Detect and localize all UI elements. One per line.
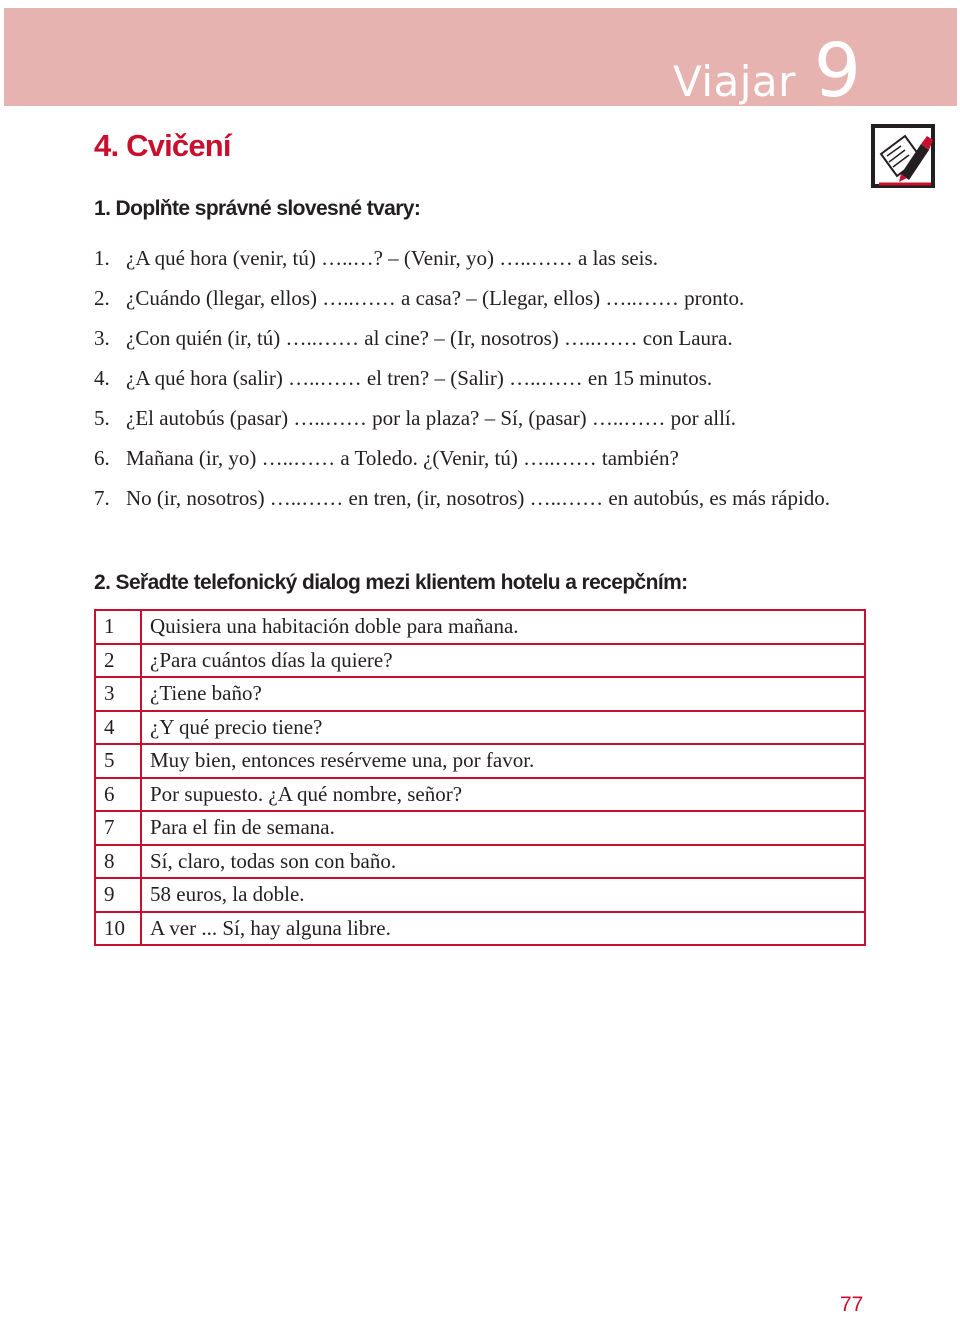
item-number: 5. — [94, 406, 110, 430]
row-number: 9 — [95, 878, 141, 912]
row-number: 4 — [95, 711, 141, 745]
chapter-header-band — [4, 8, 957, 114]
exercise-1-item — [94, 244, 854, 272]
exercise-1-item — [94, 444, 854, 472]
pen-writing-icon — [871, 124, 935, 188]
row-text: ¿Para cuántos días la quiere? — [141, 644, 865, 678]
table-row — [95, 744, 865, 778]
chapter-number: 9 — [813, 28, 861, 114]
table-row — [95, 778, 865, 812]
exercise-1-heading: 1. Doplňte správné slovesné tvary: — [94, 197, 421, 220]
item-text: Mañana (ir, yo) …..…… a Toledo. ¿(Venir, tú) …..…… también? — [126, 446, 679, 470]
table-row — [95, 677, 865, 711]
table-row — [95, 811, 865, 845]
item-text: ¿A qué hora (venir, tú) …..…? – (Venir, yo) …..…… a las seis. — [126, 246, 658, 270]
row-text: ¿Tiene baño? — [141, 677, 865, 711]
row-number: 1 — [95, 610, 141, 644]
table-row — [95, 912, 865, 946]
row-text: 58 euros, la doble. — [141, 878, 865, 912]
row-text: ¿Y qué precio tiene? — [141, 711, 865, 745]
item-number: 3. — [94, 326, 110, 350]
row-number: 6 — [95, 778, 141, 812]
item-text: ¿Cuándo (llegar, ellos) …..…… a casa? – (Llegar, ellos) …..…… pronto. — [126, 286, 745, 310]
item-number: 1. — [94, 246, 110, 270]
row-number: 2 — [95, 644, 141, 678]
exercise-2-heading: 2. Seřadte telefonický dialog mezi klientem hotelu a recepčním: — [94, 571, 688, 594]
exercise-1-item — [94, 324, 854, 352]
section-title: 4. Cvičení — [94, 128, 231, 163]
exercise-1-item — [94, 284, 854, 312]
row-text: A ver ... Sí, hay alguna libre. — [141, 912, 865, 946]
item-number: 2. — [94, 286, 110, 310]
table-row — [95, 878, 865, 912]
item-text: No (ir, nosotros) …..…… en tren, (ir, nosotros) …..…… en autobús, es más rápido. — [126, 486, 831, 510]
row-text: Sí, claro, todas son con baño. — [141, 845, 865, 879]
exercise-1-list — [94, 244, 854, 524]
table-row — [95, 644, 865, 678]
exercise-1-item — [94, 364, 854, 392]
row-number: 8 — [95, 845, 141, 879]
table-row — [95, 845, 865, 879]
row-text: Por supuesto. ¿A qué nombre, señor? — [141, 778, 865, 812]
chapter-heading — [673, 28, 861, 114]
item-number: 4. — [94, 366, 110, 390]
item-text: ¿A qué hora (salir) …..…… el tren? – (Salir) …..…… en 15 minutos. — [126, 366, 713, 390]
page-number: 77 — [840, 1293, 864, 1316]
row-number: 7 — [95, 811, 141, 845]
row-number: 10 — [95, 912, 141, 946]
row-number: 3 — [95, 677, 141, 711]
row-number: 5 — [95, 744, 141, 778]
item-number: 6. — [94, 446, 110, 470]
exercise-1-item — [94, 484, 854, 512]
dialog-table — [94, 609, 866, 946]
row-text: Para el fin de semana. — [141, 811, 865, 845]
table-row — [95, 610, 865, 644]
exercise-1-item — [94, 404, 854, 432]
row-text: Muy bien, entonces resérveme una, por favor. — [141, 744, 865, 778]
table-row — [95, 711, 865, 745]
chapter-title: Viajar — [673, 57, 796, 106]
item-text: ¿Con quién (ir, tú) …..…… al cine? – (Ir, nosotros) …..…… con Laura. — [126, 326, 733, 350]
item-text: ¿El autobús (pasar) …..…… por la plaza? – Sí, (pasar) …..…… por allí. — [126, 406, 736, 430]
item-number: 7. — [94, 486, 110, 510]
row-text: Quisiera una habitación doble para mañana. — [141, 610, 865, 644]
